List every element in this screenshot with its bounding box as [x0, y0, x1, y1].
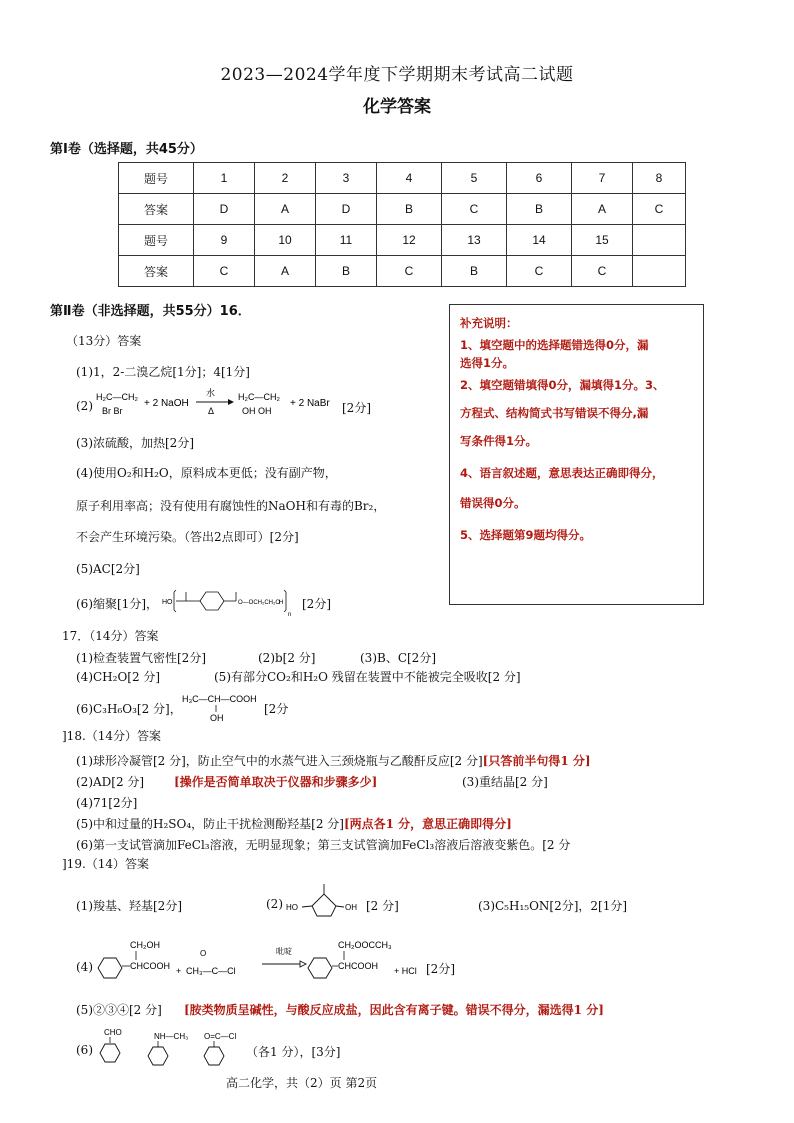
q19-line1b-score: [2 分] — [366, 899, 399, 913]
q16-line4c: 不会产生环境污染。（答出2点即可）[2分] — [76, 530, 299, 544]
poly-n: n — [288, 612, 292, 618]
poly-h: H — [279, 600, 284, 606]
q17-line2a: (4)CH₂O[2 分] — [76, 670, 161, 684]
answer-table — [118, 162, 686, 287]
answer-cell: 4 — [377, 163, 442, 194]
answer-table-row — [119, 163, 686, 194]
answer-cell: A — [255, 194, 316, 225]
q18-line4-note: [两点各1 分，意思正确即得分] — [343, 817, 512, 831]
q18-line3: (4)71[2分] — [76, 796, 138, 810]
q19-line1b: (2) — [266, 897, 283, 911]
q19-line3-note: [胺类物质呈碱性，与酸反应成盐，因此含有离子键。错误不得分，漏选得1 分] — [184, 1003, 604, 1017]
q16-line6-label: (6)缩聚[1分]， — [76, 597, 158, 611]
product-ester: CH₂OOCCH₃ — [338, 940, 392, 950]
product-hcl: + HCl — [394, 966, 417, 976]
q18-line1-note: [只答前半句得1 分] — [482, 754, 591, 768]
answer-cell: 12 — [377, 225, 442, 256]
page-footer: 高二化学，共（2）页 第2页 — [226, 1076, 378, 1090]
q18-line2b: (3)重结晶[2 分] — [462, 775, 548, 789]
answer-cell: C — [633, 194, 686, 225]
benzoyl-chloride: O=C—Cl — [204, 1032, 237, 1041]
reactant-substituents: Br Br — [102, 406, 123, 416]
answer-cell: 6 — [507, 163, 572, 194]
row-label-cell: 题号 — [119, 225, 194, 256]
q18-heading: ]18.（14分）答案 — [62, 729, 162, 743]
q18-line1-text: (1)球形冷凝管[2 分]，防止空气中的水蒸气进入三颈烧瓶与乙酸酐反应[2 分] — [76, 754, 483, 768]
answer-cell — [633, 256, 686, 287]
answer-cell: 15 — [572, 225, 633, 256]
q19-line4-label: (6) — [76, 1043, 93, 1057]
answer-cell: 7 — [572, 163, 633, 194]
answer-cell: A — [572, 194, 633, 225]
answer-cell: 1 — [194, 163, 255, 194]
q19-line3: (5)②③④[2 分] — [76, 1003, 162, 1017]
answer-table-row — [119, 225, 686, 256]
polyester-structure — [160, 582, 300, 620]
product-chcooh: CHCOOH — [338, 961, 378, 971]
answer-cell: A — [255, 256, 316, 287]
q16-line5: (5)AC[2分] — [76, 562, 140, 576]
plus-sign: + — [176, 966, 182, 976]
answer-cell: D — [316, 194, 377, 225]
lactic-main: H₃C—CH—COOH — [182, 694, 257, 704]
note-line: 方程式、结构简式书写错误不得分,漏 — [460, 406, 649, 420]
q16-equation — [94, 386, 340, 422]
esterification-equation — [94, 936, 426, 988]
q19-line1c: (3)C₅H₁₅ON[2分]，2[1分] — [478, 899, 628, 913]
answer-table-row — [119, 256, 686, 287]
q17-line2b: (5)有部分CO₂和H₂O 残留在装置中不能被完全吸收[2 分] — [214, 670, 521, 684]
naoh-term: + 2 NaOH — [144, 398, 189, 409]
acyl-o: O — [200, 949, 207, 958]
poly-ho: HO — [162, 599, 173, 606]
answer-table-row — [119, 194, 686, 225]
q18-line1 — [76, 752, 591, 769]
q16-line4b: 原子利用率高；没有使用有腐蚀性的NaOH和有毒的Br₂， — [76, 499, 386, 513]
q16-line2-score: [2分] — [342, 401, 371, 415]
benzaldehyde-cho: CHO — [104, 1028, 122, 1037]
answer-cell: B — [507, 194, 572, 225]
q18-line4 — [76, 815, 512, 832]
q16-line4a: (4)使用O₂和H₂O，原料成本更低；没有副产物， — [76, 466, 337, 480]
answer-cell: 10 — [255, 225, 316, 256]
pyr-ho: HO — [286, 903, 298, 912]
answer-cell: 11 — [316, 225, 377, 256]
reactant-formula: H₂C—CH₂ — [96, 392, 138, 402]
answer-cell: B — [316, 256, 377, 287]
note-line: 写条件得1分。 — [460, 434, 538, 448]
q18-line2a: (2)AD[2 分] — [76, 775, 145, 789]
note-line: 2、填空题错填得0分，漏填得1分。3、 — [460, 378, 665, 392]
q19-line4-score: （各1 分），[3分] — [246, 1045, 341, 1059]
condition-pyridine: 吡啶 — [276, 947, 292, 956]
answer-cell: C — [377, 256, 442, 287]
note-line: 1、填空题中的选择题错选得0分，漏 — [460, 338, 649, 352]
methylaniline-nh: NH—CH₃ — [154, 1032, 189, 1041]
lactic-acid-structure — [180, 690, 264, 724]
q19-line2-score: [2分] — [426, 962, 455, 976]
answer-cell: 9 — [194, 225, 255, 256]
poly-chain: O—OCH₂CH₂O — [238, 600, 280, 606]
answer-cell: 8 — [633, 163, 686, 194]
q16-line6-score: [2分] — [302, 597, 331, 611]
q19-line2-label: (4) — [76, 960, 93, 974]
q19-line1a: (1)羧基、羟基[2分] — [76, 899, 182, 913]
part1-heading: 第Ⅰ卷（选择题，共45分） — [50, 142, 203, 157]
answer-cell — [633, 225, 686, 256]
answer-cell: 14 — [507, 225, 572, 256]
answer-cell: 13 — [442, 225, 507, 256]
condition-heat: Δ — [208, 406, 215, 416]
note-line: 5、选择题第9题均得分。 — [460, 528, 592, 542]
answer-cell: C — [442, 194, 507, 225]
q16-heading: （13分）答案 — [66, 334, 142, 348]
note-line: 错误得0分。 — [460, 496, 526, 510]
q17-line1a: (1)检查装置气密性[2分] — [76, 651, 206, 665]
note-line: 4、语言叙述题，意思表达正确即得分， — [460, 466, 664, 480]
q17-line3: (6)C₃H₆O₃[2 分]， — [76, 702, 182, 716]
page-subtitle: 化学答案 — [363, 97, 431, 117]
product-formula: H₂C—CH₂ — [238, 392, 280, 402]
page-title: 2023—2024学年度下学期期末考试高二试题 — [220, 65, 574, 85]
answer-cell: C — [572, 256, 633, 287]
answer-cell: C — [507, 256, 572, 287]
row-label-cell: 答案 — [119, 194, 194, 225]
note-line: 选得1分。 — [460, 356, 515, 370]
product-substituents: OH OH — [242, 406, 272, 416]
q17-line3-score: [2分 — [264, 702, 289, 716]
q18-line4-text: (5)中和过量的H₂SO₄，防止干扰检测酚羟基[2 分] — [76, 817, 344, 831]
row-label-cell: 题号 — [119, 163, 194, 194]
supplement-note-box — [449, 304, 704, 605]
row-label-cell: 答案 — [119, 256, 194, 287]
answer-cell: C — [194, 256, 255, 287]
nabr-term: + 2 NaBr — [290, 398, 330, 409]
note-title: 补充说明： — [460, 316, 518, 330]
pyr-oh: OH — [345, 903, 357, 912]
q19-heading: ]19.（14）答案 — [62, 857, 150, 871]
answer-cell: 5 — [442, 163, 507, 194]
lactic-oh: OH — [210, 713, 224, 723]
reactant-chcooh: CHCOOH — [130, 961, 170, 971]
reactant-ch2oh: CH₂OH — [130, 940, 160, 950]
answer-cell: 2 — [255, 163, 316, 194]
answer-cell: D — [194, 194, 255, 225]
q17-heading: 17．（14分）答案 — [62, 629, 159, 643]
q17-line1c: (3)B、C[2分] — [360, 651, 436, 665]
q16-line2-label: (2) — [76, 399, 93, 413]
pyrrolidine-structure — [284, 880, 364, 920]
q16-line1: (1)1，2-二溴乙烷[1分]；4[1分] — [76, 365, 250, 379]
answer-cell: 3 — [316, 163, 377, 194]
answer-cell: B — [442, 256, 507, 287]
q18-line5: (6)第一支试管滴加FeCl₃溶液，无明显现象；第三支试管滴加FeCl₃溶液后溶液变紫色。[2 分 — [76, 838, 571, 852]
part2-heading: 第Ⅱ卷（非选择题，共55分）16． — [50, 304, 251, 319]
q17-line1b: (2)b[2 分] — [258, 651, 316, 665]
acyl-chloride: CH₃—C—Cl — [186, 966, 236, 976]
isomer-structures — [96, 1026, 246, 1072]
q16-line3: (3)浓硫酸，加热[2分] — [76, 436, 194, 450]
answer-cell: B — [377, 194, 442, 225]
q18-line2-note: [操作是否简单取决于仪器和步骤多少] — [174, 775, 378, 789]
condition-water: 水 — [206, 388, 216, 398]
